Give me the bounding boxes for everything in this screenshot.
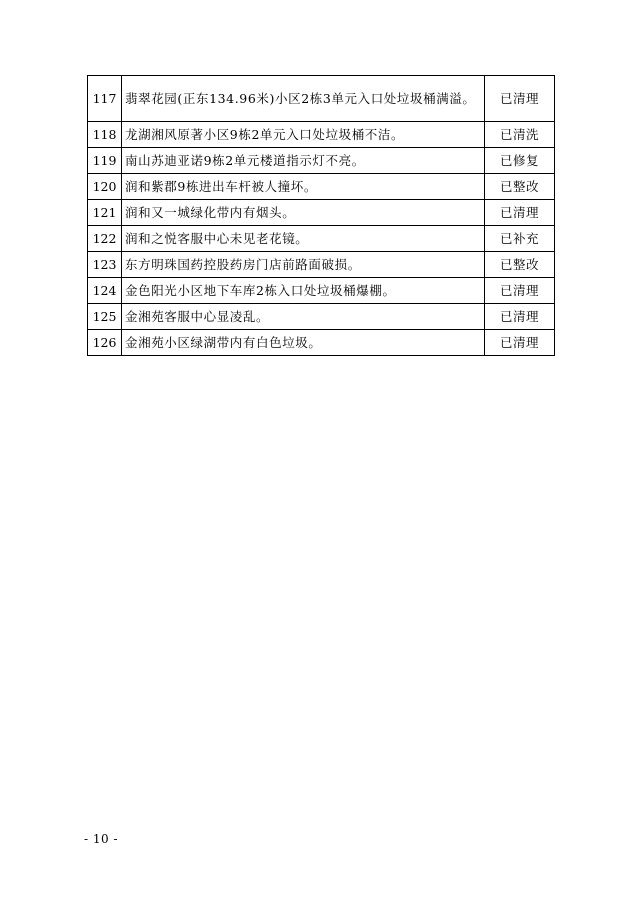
issue-description: 润和紫郡9栋进出车杆被人撞坏。 [122,174,485,200]
issue-description: 润和又一城绿化带内有烟头。 [122,200,485,226]
issue-description: 金湘苑客服中心显凌乱。 [122,304,485,330]
row-number: 124 [88,278,122,304]
row-number: 120 [88,174,122,200]
issue-status: 已清理 [485,304,555,330]
row-number: 121 [88,200,122,226]
table-row [88,252,555,278]
table-row [88,330,555,356]
table-row [88,122,555,148]
issue-description: 龙湖湘风原著小区9栋2单元入口处垃圾桶不洁。 [122,122,485,148]
issue-status: 已补充 [485,226,555,252]
table-row [88,76,555,122]
issue-status: 已清理 [485,278,555,304]
issue-status: 已清理 [485,200,555,226]
issue-status: 已整改 [485,252,555,278]
row-number: 126 [88,330,122,356]
issue-status: 已清洗 [485,122,555,148]
row-number: 118 [88,122,122,148]
row-number: 119 [88,148,122,174]
issue-status: 已清理 [485,330,555,356]
table-row [88,200,555,226]
row-number: 122 [88,226,122,252]
table-row [88,148,555,174]
issue-status: 已修复 [485,148,555,174]
issue-description: 翡翠花园(正东134.96米)小区2栋3单元入口处垃圾桶满溢。 [122,76,485,122]
table-row [88,278,555,304]
issue-description: 东方明珠国药控股药房门店前路面破损。 [122,252,485,278]
issue-description: 金湘苑小区绿湖带内有白色垃圾。 [122,330,485,356]
issues-table [87,75,555,356]
issue-description: 南山苏迪亚诺9栋2单元楼道指示灯不亮。 [122,148,485,174]
issue-description: 润和之悦客服中心未见老花镜。 [122,226,485,252]
issue-status: 已清理 [485,76,555,122]
table-row [88,226,555,252]
row-number: 123 [88,252,122,278]
table-row [88,304,555,330]
table-row [88,174,555,200]
issue-description: 金色阳光小区地下车库2栋入口处垃圾桶爆棚。 [122,278,485,304]
page-number: - 10 - [84,832,119,846]
row-number: 125 [88,304,122,330]
row-number: 117 [88,76,122,122]
issue-status: 已整改 [485,174,555,200]
